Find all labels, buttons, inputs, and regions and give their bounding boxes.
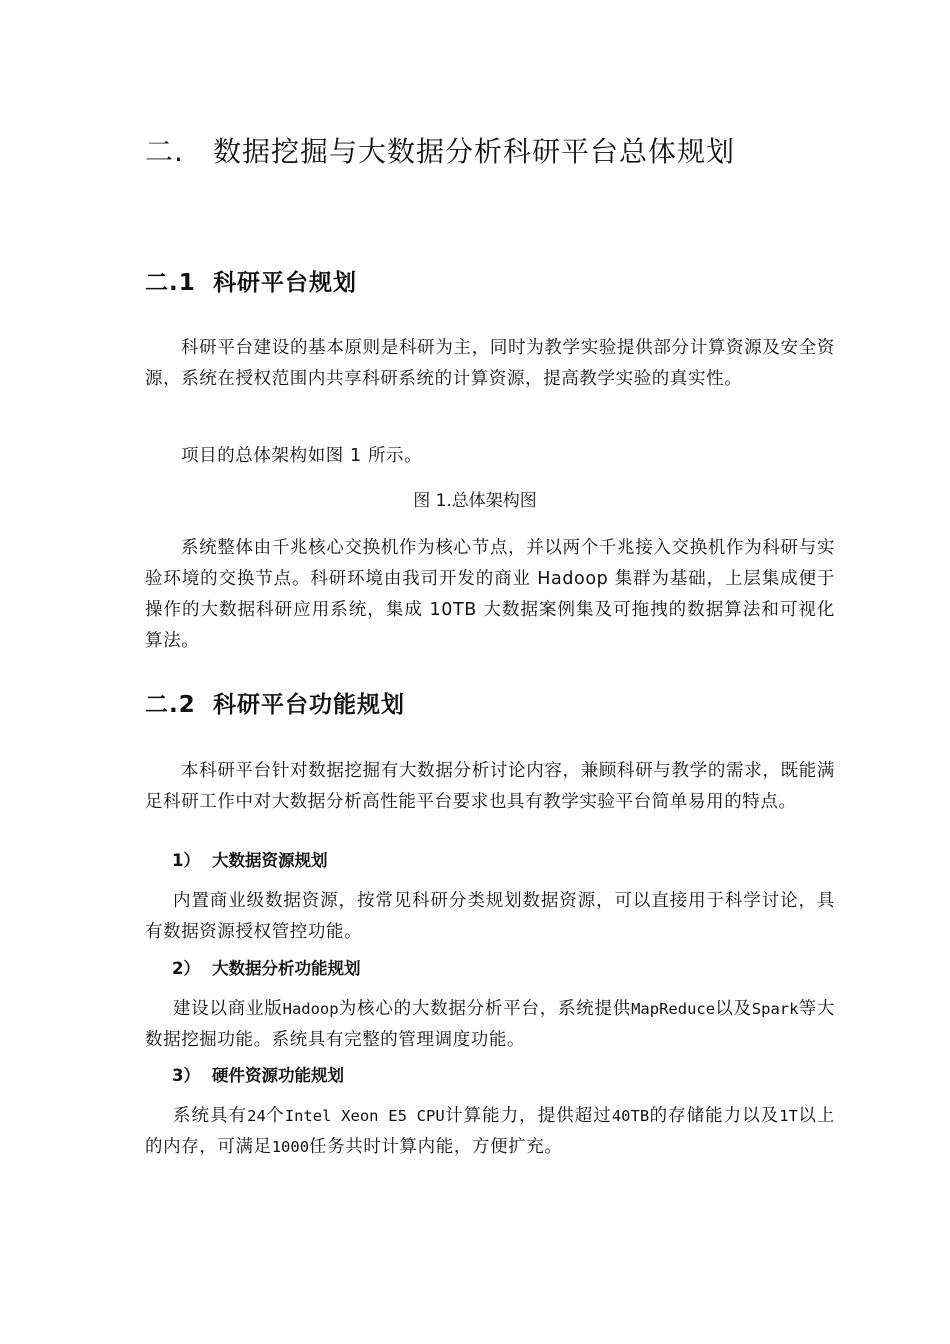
- item-text-3-e: 计算能力，提供超过: [444, 1106, 612, 1126]
- figure-caption: 图 1.总体架构图: [413, 491, 537, 511]
- item-text-2-a: 建设以商业版: [173, 999, 283, 1019]
- paragraph-principle: 科研平台建设的基本原则是科研为主，同时为教学实验提供部分计算资源及安全资源，系统在授权范围内共享科研系统的计算资源，提高教学实验的真实性。: [145, 338, 835, 389]
- item-text-3-cpu: Intel Xeon E5 CPU: [284, 1107, 445, 1125]
- item-text-2-c: 为核心的大数据分析平台，系统提供: [338, 999, 632, 1019]
- item-number-2: 2）: [172, 959, 200, 978]
- item-heading-2: [172, 956, 361, 982]
- item-text-3-g: 的存储能力以及: [649, 1106, 780, 1126]
- item-text-2-e: 以及: [715, 999, 752, 1019]
- item-heading-3: [172, 1063, 344, 1089]
- paragraph-architecture-ref: 项目的总体架构如图 1 所示。: [181, 446, 423, 466]
- paragraph-function-intro: 本科研平台针对数据挖掘有大数据分析讨论内容，兼顾科研与教学的需求，既能满足科研工作中对大数据分析高性能平台要求也具有教学实验平台简单易用的特点。: [145, 761, 835, 812]
- item-text-3-k: 任务共时计算内能，方便扩充。: [309, 1137, 563, 1157]
- item-text-3-i: 以上的内存，可满足: [145, 1106, 835, 1157]
- subsection-heading-1: [145, 267, 357, 299]
- subsection-title-1: 科研平台规划: [213, 270, 357, 296]
- item-text-3-memory: 1T: [779, 1107, 798, 1125]
- subsection-number-1: 二.1: [145, 270, 196, 296]
- item-text-3: [145, 1101, 835, 1163]
- item-title-3: 硬件资源功能规划: [212, 1066, 344, 1085]
- item-text-2-g: 等大数据挖掘功能。系统具有完整的管理调度功能。: [145, 999, 836, 1050]
- section-title: 数据挖掘与大数据分析科研平台总体规划: [213, 135, 736, 168]
- subsection-heading-2: [145, 689, 405, 721]
- item-text-3-c: 个: [265, 1106, 285, 1126]
- subsection-number-2: 二.2: [145, 692, 196, 718]
- item-title-2: 大数据分析功能规划: [212, 959, 361, 978]
- item-text-3-a: 系统具有: [173, 1106, 248, 1126]
- item-text-1: 内置商业级数据资源，按常见科研分类规划数据资源，可以直接用于科学讨论，具有数据资源授权管控功能。: [145, 891, 835, 942]
- item-text-2-mapreduce: MapReduce: [631, 1000, 716, 1018]
- item-text-3-tasks: 1000: [271, 1138, 310, 1156]
- item-text-2-hadoop: Hadoop: [282, 1000, 339, 1018]
- item-number-1: 1）: [172, 851, 200, 870]
- item-text-3-b: 24: [247, 1107, 266, 1125]
- item-text-2: [145, 994, 835, 1056]
- section-number: 二.: [145, 135, 184, 168]
- paragraph-system-overview: 系统整体由千兆核心交换机作为核心节点，并以两个千兆接入交换机作为科研与实验环境的交换节点。科研环境由我司开发的商业 Hadoop 集群为基础，上层集成便于操作的大数据科研应用系统，集成 10TB 大数据案例集及可拖拽的数据算法和可视化算法。: [145, 538, 835, 651]
- item-text-2-spark: Spark: [751, 1000, 799, 1018]
- item-text-3-storage: 40TB: [611, 1107, 650, 1125]
- subsection-title-2: 科研平台功能规划: [213, 692, 405, 718]
- item-number-3: 3）: [172, 1066, 200, 1085]
- item-title-1: 大数据资源规划: [212, 851, 328, 870]
- item-heading-1: [172, 848, 328, 874]
- section-heading: [145, 132, 735, 172]
